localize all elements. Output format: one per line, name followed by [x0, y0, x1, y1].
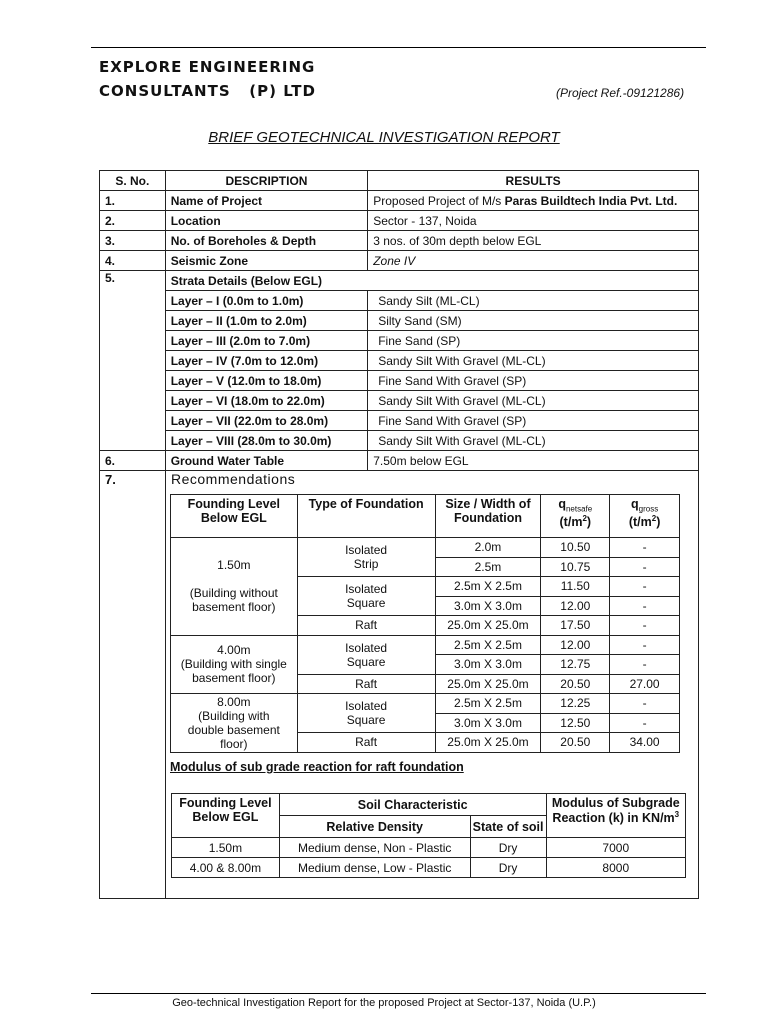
row-no: 6.	[100, 451, 166, 471]
qgross: 34.00	[610, 733, 680, 753]
layer-soil: Sandy Silt With Gravel (ML-CL)	[368, 351, 699, 371]
modulus-heading: Modulus of sub grade reaction for raft foundation	[170, 760, 464, 774]
summary-table	[99, 170, 699, 471]
row-no: 4.	[100, 251, 166, 271]
layer-row	[100, 431, 699, 451]
layer-row	[100, 411, 699, 431]
qnet: 12.50	[541, 713, 610, 733]
recommendations-table	[170, 494, 680, 753]
row-result	[368, 191, 699, 211]
founding-level: 8.00m (Building with double basement floor)	[171, 694, 298, 753]
layer-name: Layer – VII (22.0m to 28.0m)	[165, 411, 368, 431]
table-row	[100, 231, 699, 251]
table-row	[100, 271, 699, 291]
row-desc: Ground Water Table	[165, 451, 368, 471]
col-header: Size / Width of Foundation	[435, 495, 541, 538]
qnet: 12.25	[541, 694, 610, 714]
table-row	[172, 838, 686, 858]
founding-level: 1.50m (Building without basement floor)	[171, 538, 298, 636]
company-name-line1: EXPLORE ENGINEERING	[99, 58, 316, 76]
qgross: -	[610, 713, 680, 733]
table-header-row	[172, 794, 686, 816]
table-header-row	[100, 171, 699, 191]
qgross: -	[610, 577, 680, 597]
qgross: -	[610, 694, 680, 714]
qgross: -	[610, 616, 680, 636]
company-name-line2: CONSULTANTS (P) LTD	[99, 82, 316, 100]
table-row	[171, 694, 680, 714]
col-header: DESCRIPTION	[165, 171, 368, 191]
qgross: -	[610, 557, 680, 577]
size: 2.5m X 2.5m	[435, 577, 541, 597]
foundation-type: Isolated Strip	[297, 538, 435, 577]
layer-name: Layer – III (2.0m to 7.0m)	[165, 331, 368, 351]
row-no: 7.	[105, 472, 116, 487]
row-result: Sector - 137, Noida	[368, 211, 699, 231]
layer-soil: Silty Sand (SM)	[368, 311, 699, 331]
table-row	[100, 251, 699, 271]
row-no: 5.	[100, 271, 166, 451]
row-no: 2.	[100, 211, 166, 231]
layer-name: Layer – IV (7.0m to 12.0m)	[165, 351, 368, 371]
foundation-type: Isolated Square	[297, 577, 435, 616]
layer-name: Layer – V (12.0m to 18.0m)	[165, 371, 368, 391]
size: 25.0m X 25.0m	[435, 733, 541, 753]
row-desc: Seismic Zone	[165, 251, 368, 271]
modulus-table	[171, 793, 686, 878]
layer-row	[100, 331, 699, 351]
row-result: Zone IV	[368, 251, 699, 271]
layer-soil: Sandy Silt (ML-CL)	[368, 291, 699, 311]
level: 4.00 & 8.00m	[172, 858, 280, 878]
qnet: 12.00	[541, 596, 610, 616]
layer-name: Layer – I (0.0m to 1.0m)	[165, 291, 368, 311]
col-header: State of soil	[470, 816, 546, 838]
size: 2.0m	[435, 538, 541, 558]
layer-soil: Fine Sand (SP)	[368, 331, 699, 351]
col-header: Type of Foundation	[297, 495, 435, 538]
size: 2.5m X 2.5m	[435, 694, 541, 714]
footer-text: Geo-technical Investigation Report for the proposed Project at Sector-137, Noida (U.P.)	[172, 997, 596, 1009]
table-row	[171, 635, 680, 655]
recommendations-heading: Recommendations	[171, 471, 296, 487]
project-ref: (Project Ref.-09121286)	[556, 86, 685, 100]
foundation-type: Isolated Square	[297, 635, 435, 674]
layer-row	[100, 351, 699, 371]
layer-name: Layer – VIII (28.0m to 30.0m)	[165, 431, 368, 451]
density: Medium dense, Non - Plastic	[279, 838, 470, 858]
qnet: 12.00	[541, 635, 610, 655]
qnet: 20.50	[541, 674, 610, 694]
row-desc: No. of Boreholes & Depth	[165, 231, 368, 251]
col-header: Relative Density	[279, 816, 470, 838]
col-header: Soil Characteristic	[279, 794, 546, 816]
layer-soil: Fine Sand With Gravel (SP)	[368, 411, 699, 431]
qnet: 10.50	[541, 538, 610, 558]
state: Dry	[470, 838, 546, 858]
k-value: 7000	[546, 838, 685, 858]
state: Dry	[470, 858, 546, 878]
k-value: 8000	[546, 858, 685, 878]
layer-soil: Fine Sand With Gravel (SP)	[368, 371, 699, 391]
layer-row	[100, 371, 699, 391]
col-header: RESULTS	[368, 171, 699, 191]
density: Medium dense, Low - Plastic	[279, 858, 470, 878]
layer-soil: Sandy Silt With Gravel (ML-CL)	[368, 391, 699, 411]
report-title: BRIEF GEOTECHNICAL INVESTIGATION REPORT	[208, 129, 560, 146]
foundation-type: Raft	[297, 674, 435, 694]
col-header: Modulus of Subgrade Reaction (k) in $KN/m^3$	[546, 794, 685, 838]
qnet: 11.50	[541, 577, 610, 597]
result-text: Proposed Project of M/s	[373, 193, 505, 208]
size: 25.0m X 25.0m	[435, 616, 541, 636]
table-row	[100, 211, 699, 231]
layer-row	[100, 291, 699, 311]
col-header: S. No.	[100, 171, 166, 191]
qgross: -	[610, 635, 680, 655]
result-bold-text: Paras Buildtech India Pvt. Ltd.	[504, 193, 678, 208]
qgross: -	[610, 655, 680, 675]
qgross: 27.00	[610, 674, 680, 694]
table-row	[172, 858, 686, 878]
row-result: 7.50m below EGL	[368, 451, 699, 471]
qnet: 20.50	[541, 733, 610, 753]
size: 3.0m X 3.0m	[435, 655, 541, 675]
layer-soil: Sandy Silt With Gravel (ML-CL)	[368, 431, 699, 451]
row-result: 3 nos. of 30m depth below EGL	[368, 231, 699, 251]
size: 2.5m X 2.5m	[435, 635, 541, 655]
layer-row	[100, 311, 699, 331]
row-desc: Strata Details (Below EGL)	[165, 271, 698, 291]
col-header-qgross: $q_{gross}$ $(t/m^2)$	[610, 495, 680, 538]
qnet: 12.75	[541, 655, 610, 675]
size: 2.5m	[435, 557, 541, 577]
row-no: 3.	[100, 231, 166, 251]
qnet: 10.75	[541, 557, 610, 577]
foundation-type: Raft	[297, 616, 435, 636]
row-desc: Name of Project	[165, 191, 368, 211]
col-header-qnet: $q_{netsafe}$ $(t/m^2)$	[541, 495, 610, 538]
col-header: Founding Level Below EGL	[171, 495, 298, 538]
row-no: 1.	[100, 191, 166, 211]
layer-row	[100, 391, 699, 411]
header-rule	[91, 47, 706, 48]
size: 25.0m X 25.0m	[435, 674, 541, 694]
level: 1.50m	[172, 838, 280, 858]
foundation-type: Raft	[297, 733, 435, 753]
footer-rule	[91, 993, 706, 994]
table-row	[171, 538, 680, 558]
size: 3.0m X 3.0m	[435, 713, 541, 733]
qnet: 17.50	[541, 616, 610, 636]
qgross: -	[610, 596, 680, 616]
founding-level: 4.00m (Building with single basement floor)	[171, 635, 298, 694]
qgross: -	[610, 538, 680, 558]
foundation-type: Isolated Square	[297, 694, 435, 733]
size: 3.0m X 3.0m	[435, 596, 541, 616]
layer-name: Layer – VI (18.0m to 22.0m)	[165, 391, 368, 411]
col-header: Founding Level Below EGL	[172, 794, 280, 838]
layer-name: Layer – II (1.0m to 2.0m)	[165, 311, 368, 331]
table-row	[100, 191, 699, 211]
row-desc: Location	[165, 211, 368, 231]
table-header-row	[171, 495, 680, 538]
